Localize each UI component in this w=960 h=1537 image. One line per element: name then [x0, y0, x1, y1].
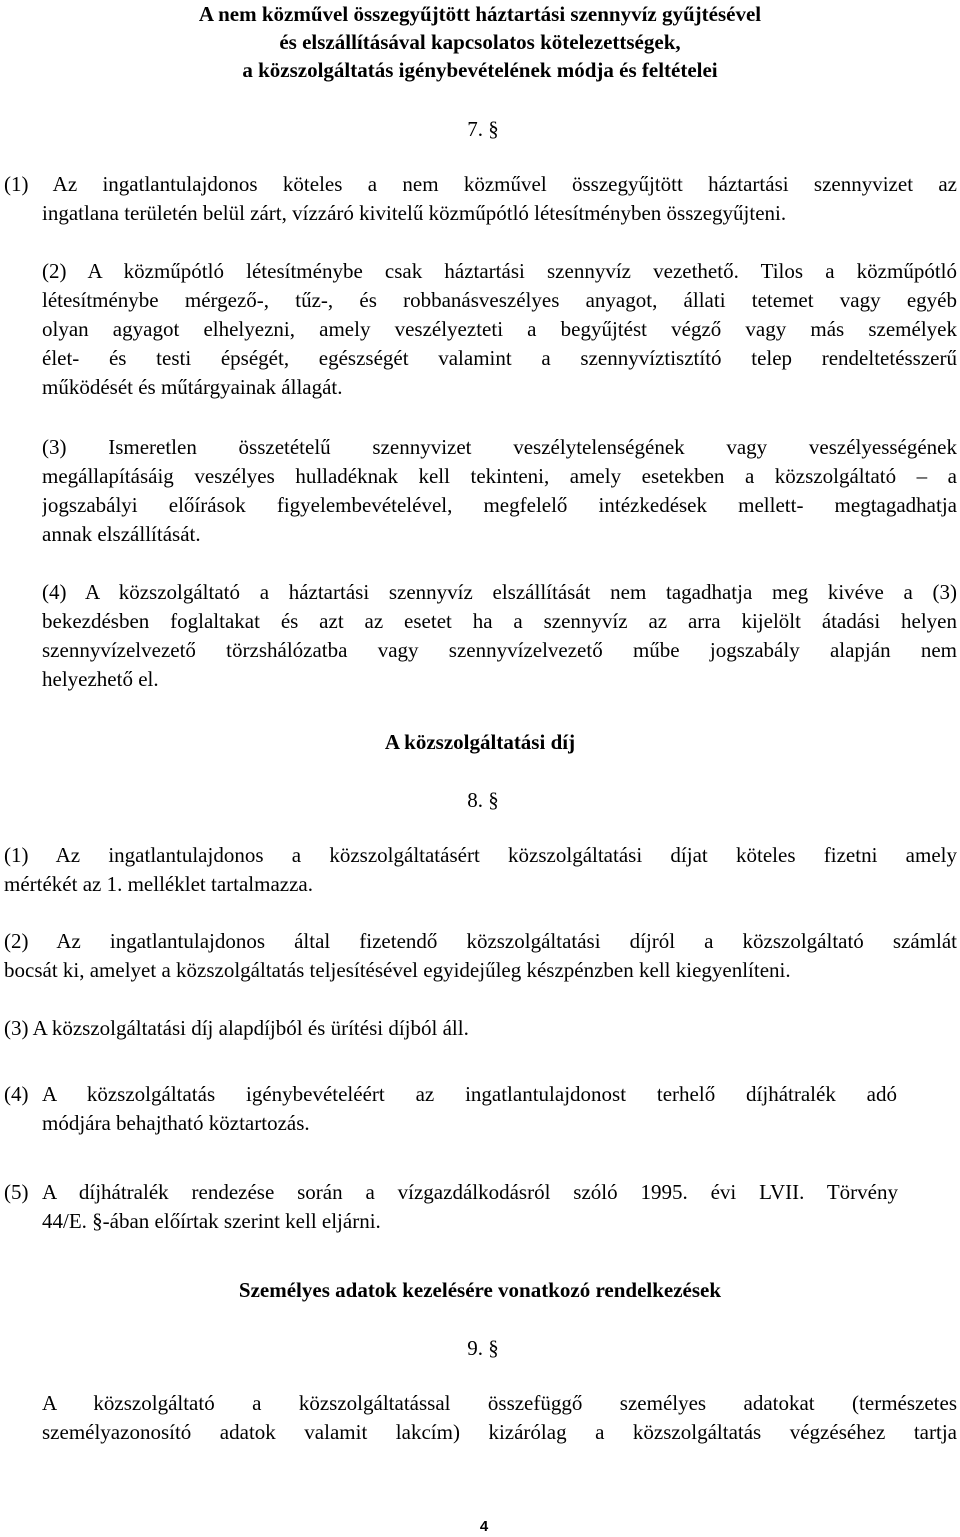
text-line: működését és műtárgyainak állagát. — [42, 375, 343, 399]
paragraph-8-1 — [4, 841, 957, 899]
paragraph-marker: (4) — [4, 1082, 29, 1106]
text-line: A díjhátralék rendezése során a vízgazdálkodásról szóló 1995. évi LVII. Törvény — [42, 1180, 898, 1204]
paragraph-7-1-cont — [42, 199, 942, 228]
text-line: (2) A közműpótló létesítménybe csak háztartási szennyvíz vezethető. Tilos a közműpótló — [42, 259, 957, 283]
title-line: A nem közművel összegyűjtött háztartási szennyvíz gyűjtésével — [198, 2, 762, 26]
paragraph-8-4-marker — [4, 1080, 29, 1109]
text-line: (2) Az ingatlantulajdonos által fizetendő közszolgáltatási díjról a közszolgáltató számlát — [4, 929, 957, 953]
paragraph-7-3 — [42, 433, 957, 549]
title-line: és elszállításával kapcsolatos kötelezettségek, — [279, 30, 681, 54]
text-line: (3) A közszolgáltatási díj alapdíjból és ürítési díjból áll. — [4, 1016, 469, 1040]
section-7-number: 7. § — [467, 117, 499, 141]
section-8-number: 8. § — [467, 788, 499, 812]
section-9-title — [0, 1276, 960, 1304]
text-line: személyazonosító adatok valamit lakcím) kizárólag a közszolgáltatás végzéséhez tartja — [42, 1420, 957, 1444]
section-9-number: 9. § — [467, 1336, 499, 1360]
paragraph-8-4 — [42, 1080, 897, 1138]
paragraph-9-1 — [42, 1389, 957, 1447]
text-line: élet- és testi épségét, egészségét valamint a szennyvíztisztító telep rendeltetésszerű — [42, 346, 957, 370]
paragraph-7-2 — [42, 257, 957, 402]
text-line: bocsát ki, amelyet a közszolgáltatás teljesítésével egyidejűleg készpénzben kell kiegyenlíteni. — [4, 958, 791, 982]
text-line: (3) Ismeretlen összetételű szennyvizet veszélytelenségének vagy veszélyességének — [42, 435, 957, 459]
paragraph-8-5-marker — [4, 1178, 29, 1207]
text-line: ingatlana területén belül zárt, vízzáró kivitelű közműpótló létesítményben összegyűjteni. — [42, 201, 787, 225]
text-line: olyan agyagot elhelyezni, amely veszélyezteti a begyűjtést végző vagy más személyek — [42, 317, 957, 341]
text-line: mértékét az 1. melléklet tartalmazza. — [4, 872, 313, 896]
text-line: 44/E. §-ában előírtak szerint kell eljárni. — [42, 1209, 381, 1233]
text-line: megállapításáig veszélyes hulladéknak kell tekinteni, amely esetekben a közszolgáltató – a — [42, 464, 957, 488]
paragraph-marker: (5) — [4, 1180, 29, 1204]
paragraph-7-1 — [4, 170, 957, 199]
section-8-title — [0, 728, 960, 756]
text-line: annak elszállítását. — [42, 522, 201, 546]
text-line: helyezhető el. — [42, 667, 159, 691]
paragraph-8-3 — [4, 1014, 904, 1043]
title-line: Személyes adatok kezelésére vonatkozó rendelkezések — [238, 1278, 722, 1302]
page-number: 4 — [479, 1518, 489, 1535]
text-line: módjára behajtható köztartozás. — [42, 1111, 310, 1135]
title-line: a közszolgáltatás igénybevételének módja és feltételei — [242, 58, 718, 82]
text-line: szennyvízelvezető törzshálózatba vagy szennyvízelvezető műbe jogszabály alapján nem — [42, 638, 957, 662]
title-line: A közszolgáltatási díj — [384, 730, 576, 754]
section-7-title — [0, 0, 960, 84]
text-line: (1) Az ingatlantulajdonos köteles a nem közművel összegyűjtött háztartási szennyvizet az — [4, 172, 957, 196]
paragraph-8-2 — [4, 927, 957, 985]
text-line: (1) Az ingatlantulajdonos a közszolgáltatásért közszolgáltatási díjat köteles fizetni amely — [4, 843, 957, 867]
text-line: A közszolgáltató a közszolgáltatással összefüggő személyes adatokat (természetes — [42, 1391, 957, 1415]
text-line: létesítménybe mérgező-, tűz-, és robbanásveszélyes anyagot, állati tetemet vagy egyéb — [42, 288, 957, 312]
text-line: (4) A közszolgáltató a háztartási szennyvíz elszállítását nem tagadhatja meg kivéve a (3) — [42, 580, 957, 604]
paragraph-8-5 — [42, 1178, 898, 1236]
text-line: jogszabályi előírások figyelembevételével, megfelelő intézkedések mellett- megtagadhatja — [42, 493, 957, 517]
text-line: A közszolgáltatás igénybevételéért az ingatlantulajdonost terhelő díjhátralék adó — [42, 1082, 897, 1106]
text-line: bekezdésben foglaltakat és azt az esetet ha a szennyvíz az arra kijelölt átadási helyen — [42, 609, 957, 633]
paragraph-7-4 — [42, 578, 957, 694]
